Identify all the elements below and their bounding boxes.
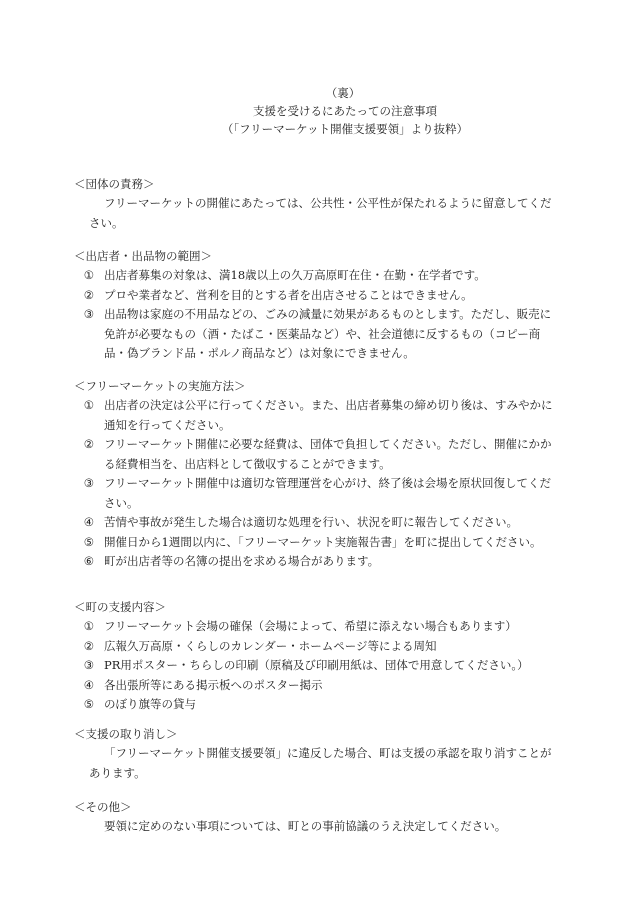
section-duties bbox=[74, 174, 554, 233]
item-text: 出店者の決定は公平に行ってください。また、出店者募集の締め切り後は、すみやかに通知を行ってください。 bbox=[104, 398, 553, 432]
item-text: のぼり旗等の貸与 bbox=[104, 697, 196, 711]
item-text: 出品物は家庭の不用品などの、ごみの減量に効果があるものとします。ただし、販売に免許が必要なもの（酒・たばこ・医薬品など）や、社会道徳に反するもの（コピー商品・偽ブランド品・ポルノ商品など）は対象にできません。 bbox=[104, 307, 552, 360]
section-heading: ＜支援の取り消し＞ bbox=[74, 727, 178, 741]
item-text: 各出張所等にある掲示板へのポスター掲示 bbox=[104, 677, 323, 692]
item-number: ① bbox=[83, 398, 94, 412]
list-item bbox=[74, 656, 554, 676]
list-item bbox=[74, 513, 554, 533]
list-item bbox=[74, 266, 554, 286]
list-item bbox=[74, 435, 554, 474]
section-support bbox=[74, 597, 554, 715]
item-number: ② bbox=[83, 287, 94, 302]
item-number: ⑤ bbox=[83, 697, 94, 711]
list-item bbox=[74, 286, 554, 306]
list-item bbox=[74, 637, 554, 657]
item-text: 町が出店者等の名簿の提出を求める場合があります。 bbox=[104, 554, 380, 568]
section-heading: ＜団体の責務＞ bbox=[74, 177, 155, 191]
item-number: ① bbox=[83, 268, 94, 282]
item-text: フリーマーケット開催中は適切な管理運営を心がけ、終了後は会場を原状回復してください。 bbox=[104, 476, 552, 510]
item-number: ③ bbox=[83, 658, 94, 672]
list-item bbox=[74, 695, 554, 715]
list-item bbox=[74, 533, 554, 553]
item-number: ⑤ bbox=[83, 534, 94, 549]
section-heading: ＜出店者・出品物の範囲＞ bbox=[74, 249, 212, 263]
list-item bbox=[74, 396, 554, 435]
section-heading: ＜フリーマーケットの実施方法＞ bbox=[74, 379, 246, 393]
item-text: PR用ポスター・ちらしの印刷（原稿及び印刷用紙は、団体で用意してください。） bbox=[104, 658, 529, 672]
item-text: 開催日から1週間以内に、「フリーマーケット実施報告書」を町に提出してください。 bbox=[104, 534, 542, 549]
item-text: フリーマーケット開催に必要な経費は、団体で負担してください。ただし、開催にかかる経費相当を、出店料として徴収することができます。 bbox=[104, 437, 552, 471]
item-number: ① bbox=[83, 619, 94, 633]
list-item bbox=[74, 474, 554, 513]
section-cancel bbox=[74, 724, 554, 783]
item-text: フリーマーケット会場の確保（会場によって、希望に添えない場合もあります） bbox=[104, 619, 517, 633]
section-method bbox=[74, 376, 554, 572]
item-number: ② bbox=[83, 638, 94, 653]
document-title: 支援を受けるにあたっての注意事項 bbox=[253, 104, 437, 118]
item-number: ③ bbox=[83, 307, 94, 321]
list-item bbox=[74, 552, 554, 572]
list-item bbox=[74, 617, 554, 637]
section-scope bbox=[74, 246, 554, 364]
item-text: 苦情や事故が発生した場合は適切な処理を行い、状況を町に報告してください。 bbox=[104, 515, 518, 529]
section-paragraph: フリーマーケットの開催にあたっては、公共性・公平性が保たれるように留意してください。 bbox=[89, 196, 552, 230]
item-text: 出店者募集の対象は、満18歳以上の久万高原町在住・在勤・在学者です。 bbox=[104, 268, 486, 282]
section-paragraph: 要領に定めのない事項については、町との事前協議のうえ決定してください。 bbox=[104, 819, 507, 833]
section-other bbox=[74, 797, 554, 837]
document-header bbox=[0, 84, 630, 138]
document-subtitle: （「フリーマーケット開催支援要領」より抜粋） bbox=[221, 122, 469, 136]
item-number: ⑥ bbox=[83, 554, 94, 568]
item-text: 広報久万高原・くらしのカレンダー・ホームページ等による周知 bbox=[104, 638, 437, 653]
list-item bbox=[74, 676, 554, 696]
item-number: ④ bbox=[83, 515, 94, 529]
list-item bbox=[74, 305, 554, 364]
item-number: ④ bbox=[83, 677, 94, 692]
item-text: プロや業者など、営利を目的とする者を出店させることはできません。 bbox=[104, 287, 473, 302]
section-paragraph: 「フリーマーケット開催支援要領」に違反した場合、町は支援の承認を取り消すことがあります。 bbox=[89, 746, 552, 780]
item-number: ③ bbox=[83, 476, 94, 490]
back-side-mark: （裏） bbox=[325, 86, 361, 100]
section-heading: ＜町の支援内容＞ bbox=[74, 600, 166, 614]
section-heading: ＜その他＞ bbox=[74, 800, 132, 814]
item-number: ② bbox=[83, 437, 94, 451]
